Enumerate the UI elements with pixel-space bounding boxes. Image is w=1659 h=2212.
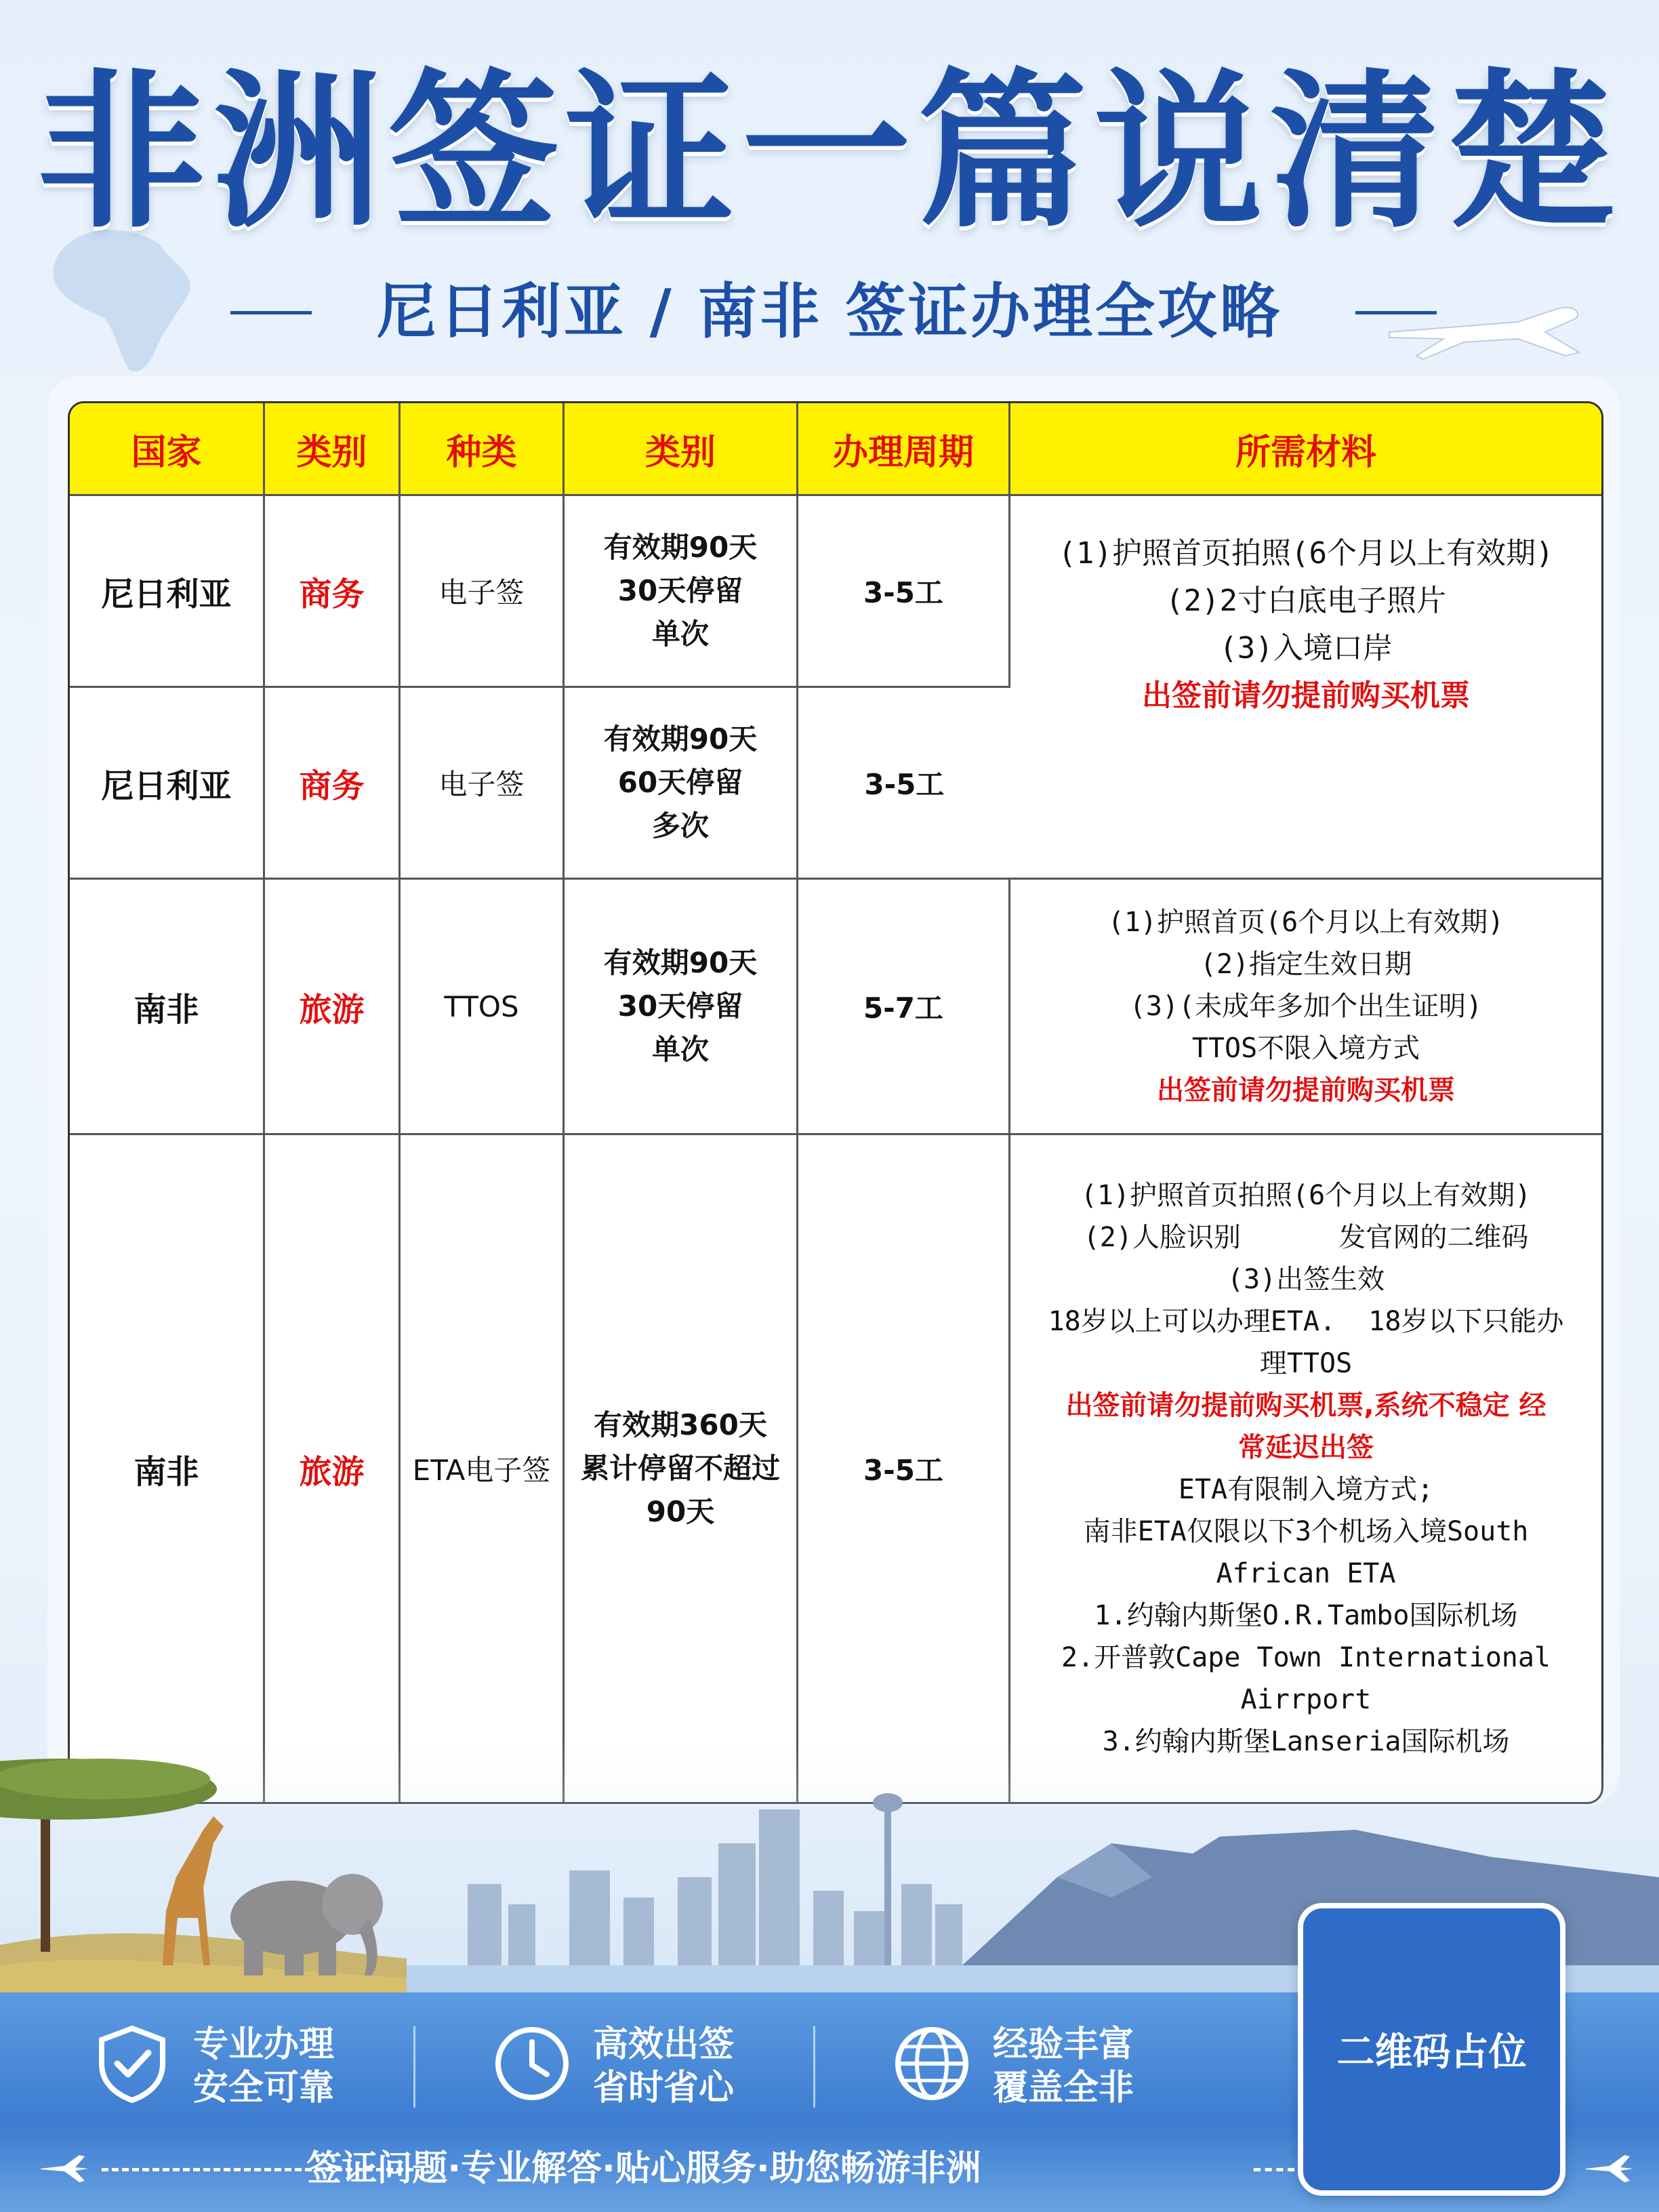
material-line: 理TTOS [1259,1348,1353,1379]
validity-line: 单次 [651,1033,709,1066]
cell-materials-ttos [1010,880,1601,1135]
table-row [70,496,1601,688]
cell-validity [565,1135,798,1802]
validity-line: 有效期90天 [603,722,758,756]
cell-kind: 电子签 [401,496,565,688]
cell-kind: ETA电子签 [401,1135,565,1802]
cell-validity [565,496,798,688]
cell-kind: TTOS [401,880,565,1135]
feature-divider [413,2026,415,2108]
clock-icon [491,2023,573,2104]
cell-category: 商务 [265,688,401,880]
cell-period: 3-5工 [798,496,1010,688]
page-title: 非洲签证一篇说清楚 [37,54,1622,251]
cell-period: 5-7工 [798,880,1010,1135]
material-note: 常延迟出签 [1238,1432,1374,1463]
cell-country: 尼日利亚 [70,688,265,880]
feature-divider [813,2026,815,2108]
feature-line2: 省时省心 [593,2068,735,2108]
material-line: (1)护照首页拍照(6个月以上有效期) [1080,1180,1532,1211]
material-line: (3)(未成年多加个出生证明) [1129,991,1483,1022]
material-note: 出签前请勿提前购买机票 [1142,678,1470,713]
globe-icon [891,2023,972,2104]
cell-country: 南非 [70,880,265,1135]
cell-materials-nigeria [1010,496,1601,880]
shield-check-icon [91,2023,173,2104]
validity-line: 有效期90天 [603,531,758,564]
material-note: 出签前请勿提前购买机票,系统不稳定 经 [1065,1390,1547,1421]
feature-line2: 覆盖全非 [993,2068,1134,2108]
material-line: TTOS不限入境方式 [1191,1033,1420,1064]
qr-code-placeholder[interactable] [1298,1903,1565,2196]
qr-placeholder-label: 二维码占位 [1336,2030,1527,2074]
header-materials: 所需材料 [1010,403,1601,496]
feature-line1: 高效出签 [593,2024,735,2065]
cell-validity [565,688,798,880]
validity-line: 单次 [651,617,709,651]
airplane-icon [1582,2148,1637,2189]
material-line: (2)指定生效日期 [1200,949,1412,980]
airplane-icon [1382,285,1586,366]
material-line: (1)护照首页拍照(6个月以上有效期) [1058,536,1554,571]
validity-line: 累计停留不超过 [580,1452,780,1485]
material-line: 1.约翰内斯堡O.R.Tambo国际机场 [1094,1600,1518,1631]
material-line: African ETA [1216,1558,1396,1589]
cell-validity [565,880,798,1135]
cell-country: 尼日利亚 [70,496,265,688]
subtitle: 尼日利亚 / 南非 签证办理全攻略 [376,276,1283,346]
cell-category: 商务 [265,496,401,688]
header-validity: 类别 [565,403,798,496]
header-kind: 种类 [401,403,565,496]
validity-line: 有效期90天 [603,946,758,979]
header-category: 类别 [265,403,401,496]
validity-line: 30天停留 [617,989,743,1023]
cell-kind: 电子签 [401,688,565,880]
footer-slogan: 签证问题·专业解答·贴心服务·助您畅游非洲 [306,2148,981,2189]
header-period: 办理周期 [798,403,1010,496]
cell-category: 旅游 [265,880,401,1135]
material-line: ETA有限制入境方式; [1178,1474,1434,1505]
cell-category: 旅游 [265,1135,401,1802]
material-note: 出签前请勿提前购买机票 [1157,1075,1455,1106]
material-line: Airrport [1240,1684,1372,1715]
table-row [70,880,1601,1135]
validity-line: 多次 [651,809,709,842]
material-line: 18岁以上可以办理ETA. 18岁以下只能办 [1048,1306,1564,1337]
cell-period: 3-5工 [798,1135,1010,1802]
table-row [70,1135,1601,1802]
material-line: 2.开普敦Cape Town International [1061,1642,1551,1673]
material-line: (2)2寸白底电子照片 [1166,583,1446,618]
cell-period: 3-5工 [798,688,1010,880]
validity-line: 60天停留 [617,766,743,799]
validity-line: 90天 [646,1495,715,1528]
validity-line: 有效期360天 [594,1408,767,1441]
feature-line1: 经验丰富 [993,2024,1134,2065]
feature-line2: 安全可靠 [193,2068,335,2108]
header-country: 国家 [70,403,265,496]
table-header-row [70,403,1601,496]
visa-table [68,401,1603,1804]
feature-line1: 专业办理 [193,2024,335,2065]
footer-dash-right [1254,2168,1294,2171]
cell-country: 南非 [70,1135,265,1802]
material-line: 南非ETA仅限以下3个机场入境South [1083,1516,1529,1547]
material-line: (2)人脸识别 发官网的二维码 [1083,1222,1529,1253]
material-line: (3)出签生效 [1227,1264,1385,1295]
cell-materials-eta [1010,1135,1601,1802]
material-line: (3)入境口岸 [1219,631,1393,665]
material-line: (1)护照首页(6个月以上有效期) [1107,907,1504,938]
validity-line: 30天停留 [617,574,743,607]
